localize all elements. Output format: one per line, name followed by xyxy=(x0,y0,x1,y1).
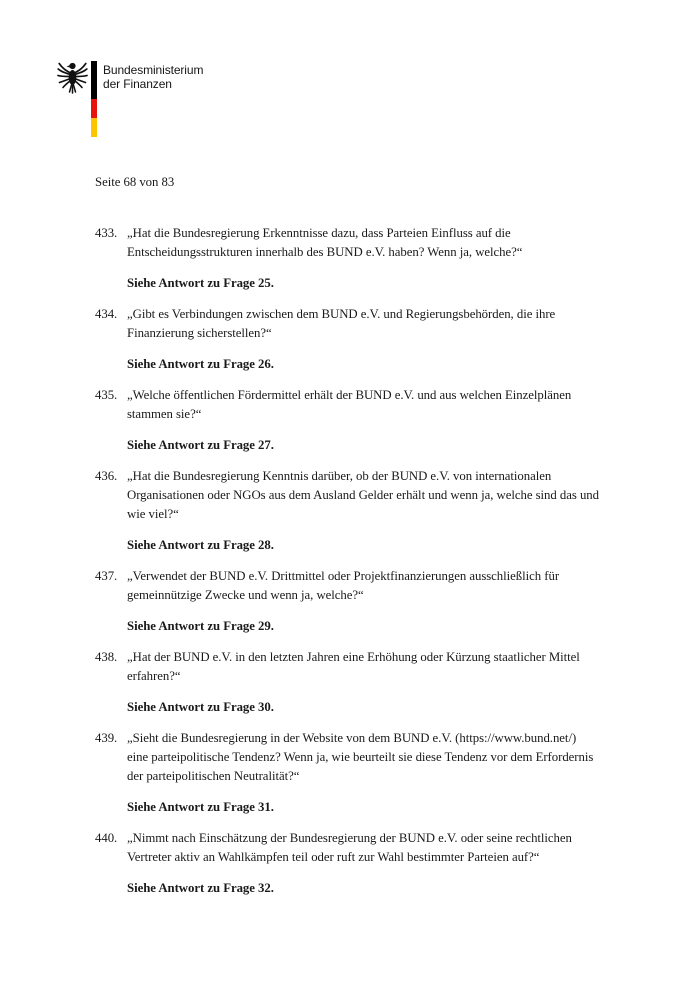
answer-reference: Siehe Antwort zu Frage 30. xyxy=(127,700,274,714)
answer-reference: Siehe Antwort zu Frage 28. xyxy=(127,538,274,552)
question-number: 440. xyxy=(95,831,118,845)
question-row xyxy=(95,224,643,262)
question-line: gemeinnützige Zwecke und wenn ja, welche?“ xyxy=(127,588,364,602)
question-line: „Sieht die Bundesregierung in der Website von dem BUND e.V. (https://www.bund.net/) xyxy=(127,731,577,745)
answer-reference: Siehe Antwort zu Frage 32. xyxy=(127,881,274,895)
question-text xyxy=(127,648,643,686)
answer-reference: Siehe Antwort zu Frage 29. xyxy=(127,619,274,633)
flag-black-segment xyxy=(91,61,97,99)
question-text xyxy=(127,386,643,424)
qa-item xyxy=(95,467,643,555)
flag-gold-segment xyxy=(91,118,97,137)
question-row xyxy=(95,829,643,867)
question-list xyxy=(95,224,643,898)
question-row xyxy=(95,729,643,786)
answer-reference: Siehe Antwort zu Frage 26. xyxy=(127,357,274,371)
page-indicator: Seite 68 von 83 xyxy=(95,175,175,189)
qa-item xyxy=(95,829,643,898)
question-number: 436. xyxy=(95,469,118,483)
question-line: erfahren?“ xyxy=(127,669,181,683)
question-line: Vertreter aktiv an Wahlkämpfen teil oder ruft zur Wahl bestimmter Parteien auf?“ xyxy=(127,850,540,864)
ministry-wordmark xyxy=(103,59,203,91)
flag-stripe xyxy=(91,61,97,137)
question-row xyxy=(95,567,643,605)
answer-reference: Siehe Antwort zu Frage 31. xyxy=(127,800,274,814)
question-text xyxy=(127,829,643,867)
question-row xyxy=(95,467,643,524)
question-line: „Gibt es Verbindungen zwischen dem BUND e.V. und Regierungsbehörden, die ihre xyxy=(127,307,556,321)
qa-item xyxy=(95,729,643,817)
question-line: Organisationen oder NGOs aus dem Ausland Gelder erhält und wenn ja, welche sind das und xyxy=(127,488,599,502)
flag-red-segment xyxy=(91,99,97,118)
document-content xyxy=(95,173,643,910)
question-text xyxy=(127,305,643,343)
question-text xyxy=(127,224,643,262)
question-text xyxy=(127,729,643,786)
qa-item xyxy=(95,305,643,374)
question-text xyxy=(127,567,643,605)
question-row xyxy=(95,386,643,424)
question-line: der parteipolitischen Neutralität?“ xyxy=(127,769,300,783)
question-row xyxy=(95,305,643,343)
question-number: 437. xyxy=(95,569,118,583)
question-line: „Verwendet der BUND e.V. Drittmittel oder Projektfinanzierungen ausschließlich für xyxy=(127,569,560,583)
question-line: wie viel?“ xyxy=(127,507,179,521)
qa-item xyxy=(95,224,643,293)
question-line: eine parteipolitische Tendenz? Wenn ja, wie beurteilt sie diese Tendenz vor dem Erfordernis xyxy=(127,750,594,764)
question-line: Finanzierung sicherstellen?“ xyxy=(127,326,272,340)
ministry-logo xyxy=(57,59,203,137)
question-line: stammen sie?“ xyxy=(127,407,202,421)
question-text xyxy=(127,467,643,524)
qa-item xyxy=(95,386,643,455)
question-number: 438. xyxy=(95,650,118,664)
question-number: 433. xyxy=(95,226,118,240)
question-line: „Nimmt nach Einschätzung der Bundesregierung der BUND e.V. oder seine rechtlichen xyxy=(127,831,572,845)
qa-item xyxy=(95,648,643,717)
ministry-name-line1: Bundesministerium xyxy=(103,63,204,77)
qa-item xyxy=(95,567,643,636)
question-line: „Hat der BUND e.V. in den letzten Jahren eine Erhöhung oder Kürzung staatlicher Mittel xyxy=(127,650,580,664)
question-number: 434. xyxy=(95,307,118,321)
question-line: „Welche öffentlichen Fördermittel erhält der BUND e.V. und aus welchen Einzelplänen xyxy=(127,388,572,402)
question-line: „Hat die Bundesregierung Erkenntnisse dazu, dass Parteien Einfluss auf die xyxy=(127,226,511,240)
question-line: „Hat die Bundesregierung Kenntnis darüber, ob der BUND e.V. von internationalen xyxy=(127,469,552,483)
question-number: 439. xyxy=(95,731,118,745)
question-number: 435. xyxy=(95,388,118,402)
ministry-name-line2: der Finanzen xyxy=(103,77,172,91)
federal-eagle-icon xyxy=(57,59,88,95)
question-line: Entscheidungsstrukturen innerhalb des BUND e.V. haben? Wenn ja, welche?“ xyxy=(127,245,523,259)
question-row xyxy=(95,648,643,686)
answer-reference: Siehe Antwort zu Frage 25. xyxy=(127,276,274,290)
answer-reference: Siehe Antwort zu Frage 27. xyxy=(127,438,274,452)
